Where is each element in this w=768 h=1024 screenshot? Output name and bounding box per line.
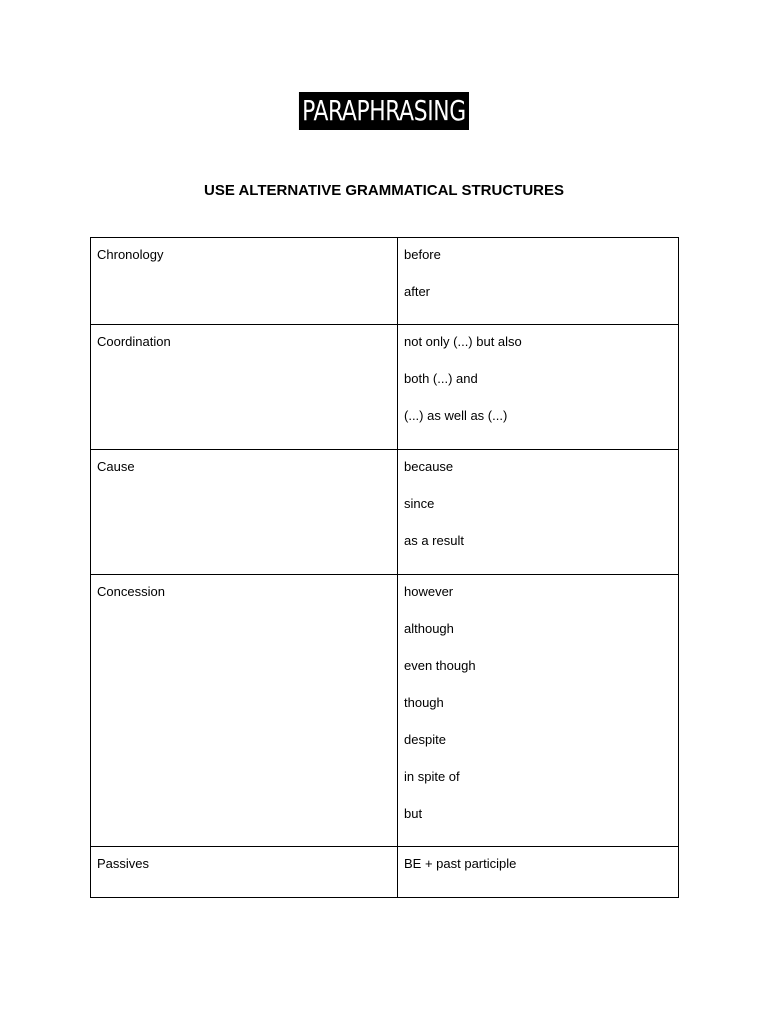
structure-item: although	[404, 621, 454, 636]
structure-item: however	[404, 584, 454, 599]
page-title: PARAPHRASING	[299, 92, 469, 130]
structures-cell	[398, 238, 679, 325]
title-block	[0, 92, 768, 130]
table-row	[91, 575, 679, 847]
structures-cell	[398, 575, 679, 847]
structure-item: not only (...) but also	[404, 334, 522, 349]
table-row	[91, 450, 679, 575]
structure-item: as a result	[404, 533, 464, 548]
category-label: Chronology	[97, 247, 164, 262]
category-cell	[91, 450, 398, 575]
category-label: Cause	[97, 459, 135, 474]
structures-cell	[398, 847, 679, 898]
structures-table	[90, 237, 679, 898]
structure-item: in spite of	[404, 769, 460, 784]
structure-item: even though	[404, 658, 476, 673]
structure-item: before	[404, 247, 441, 262]
structure-item: (...) as well as (...)	[404, 408, 508, 423]
structure-item: both (...) and	[404, 371, 478, 386]
category-label: Concession	[97, 584, 165, 599]
structure-item: despite	[404, 732, 446, 747]
category-cell	[91, 847, 398, 898]
structure-item: but	[404, 806, 423, 821]
structure-item: BE + past participle	[404, 856, 517, 871]
category-label: Coordination	[97, 334, 171, 349]
structure-item: though	[404, 695, 444, 710]
category-cell	[91, 575, 398, 847]
structures-cell	[398, 450, 679, 575]
category-label: Passives	[97, 856, 150, 871]
structure-item: because	[404, 459, 454, 474]
structures-cell	[398, 325, 679, 450]
structure-item: after	[404, 284, 431, 299]
page-subtitle: USE ALTERNATIVE GRAMMATICAL STRUCTURES	[204, 182, 564, 199]
table-row	[91, 847, 679, 898]
category-cell	[91, 325, 398, 450]
table-row	[91, 325, 679, 450]
category-cell	[91, 238, 398, 325]
structure-item: since	[404, 496, 435, 511]
table-row	[91, 238, 679, 325]
